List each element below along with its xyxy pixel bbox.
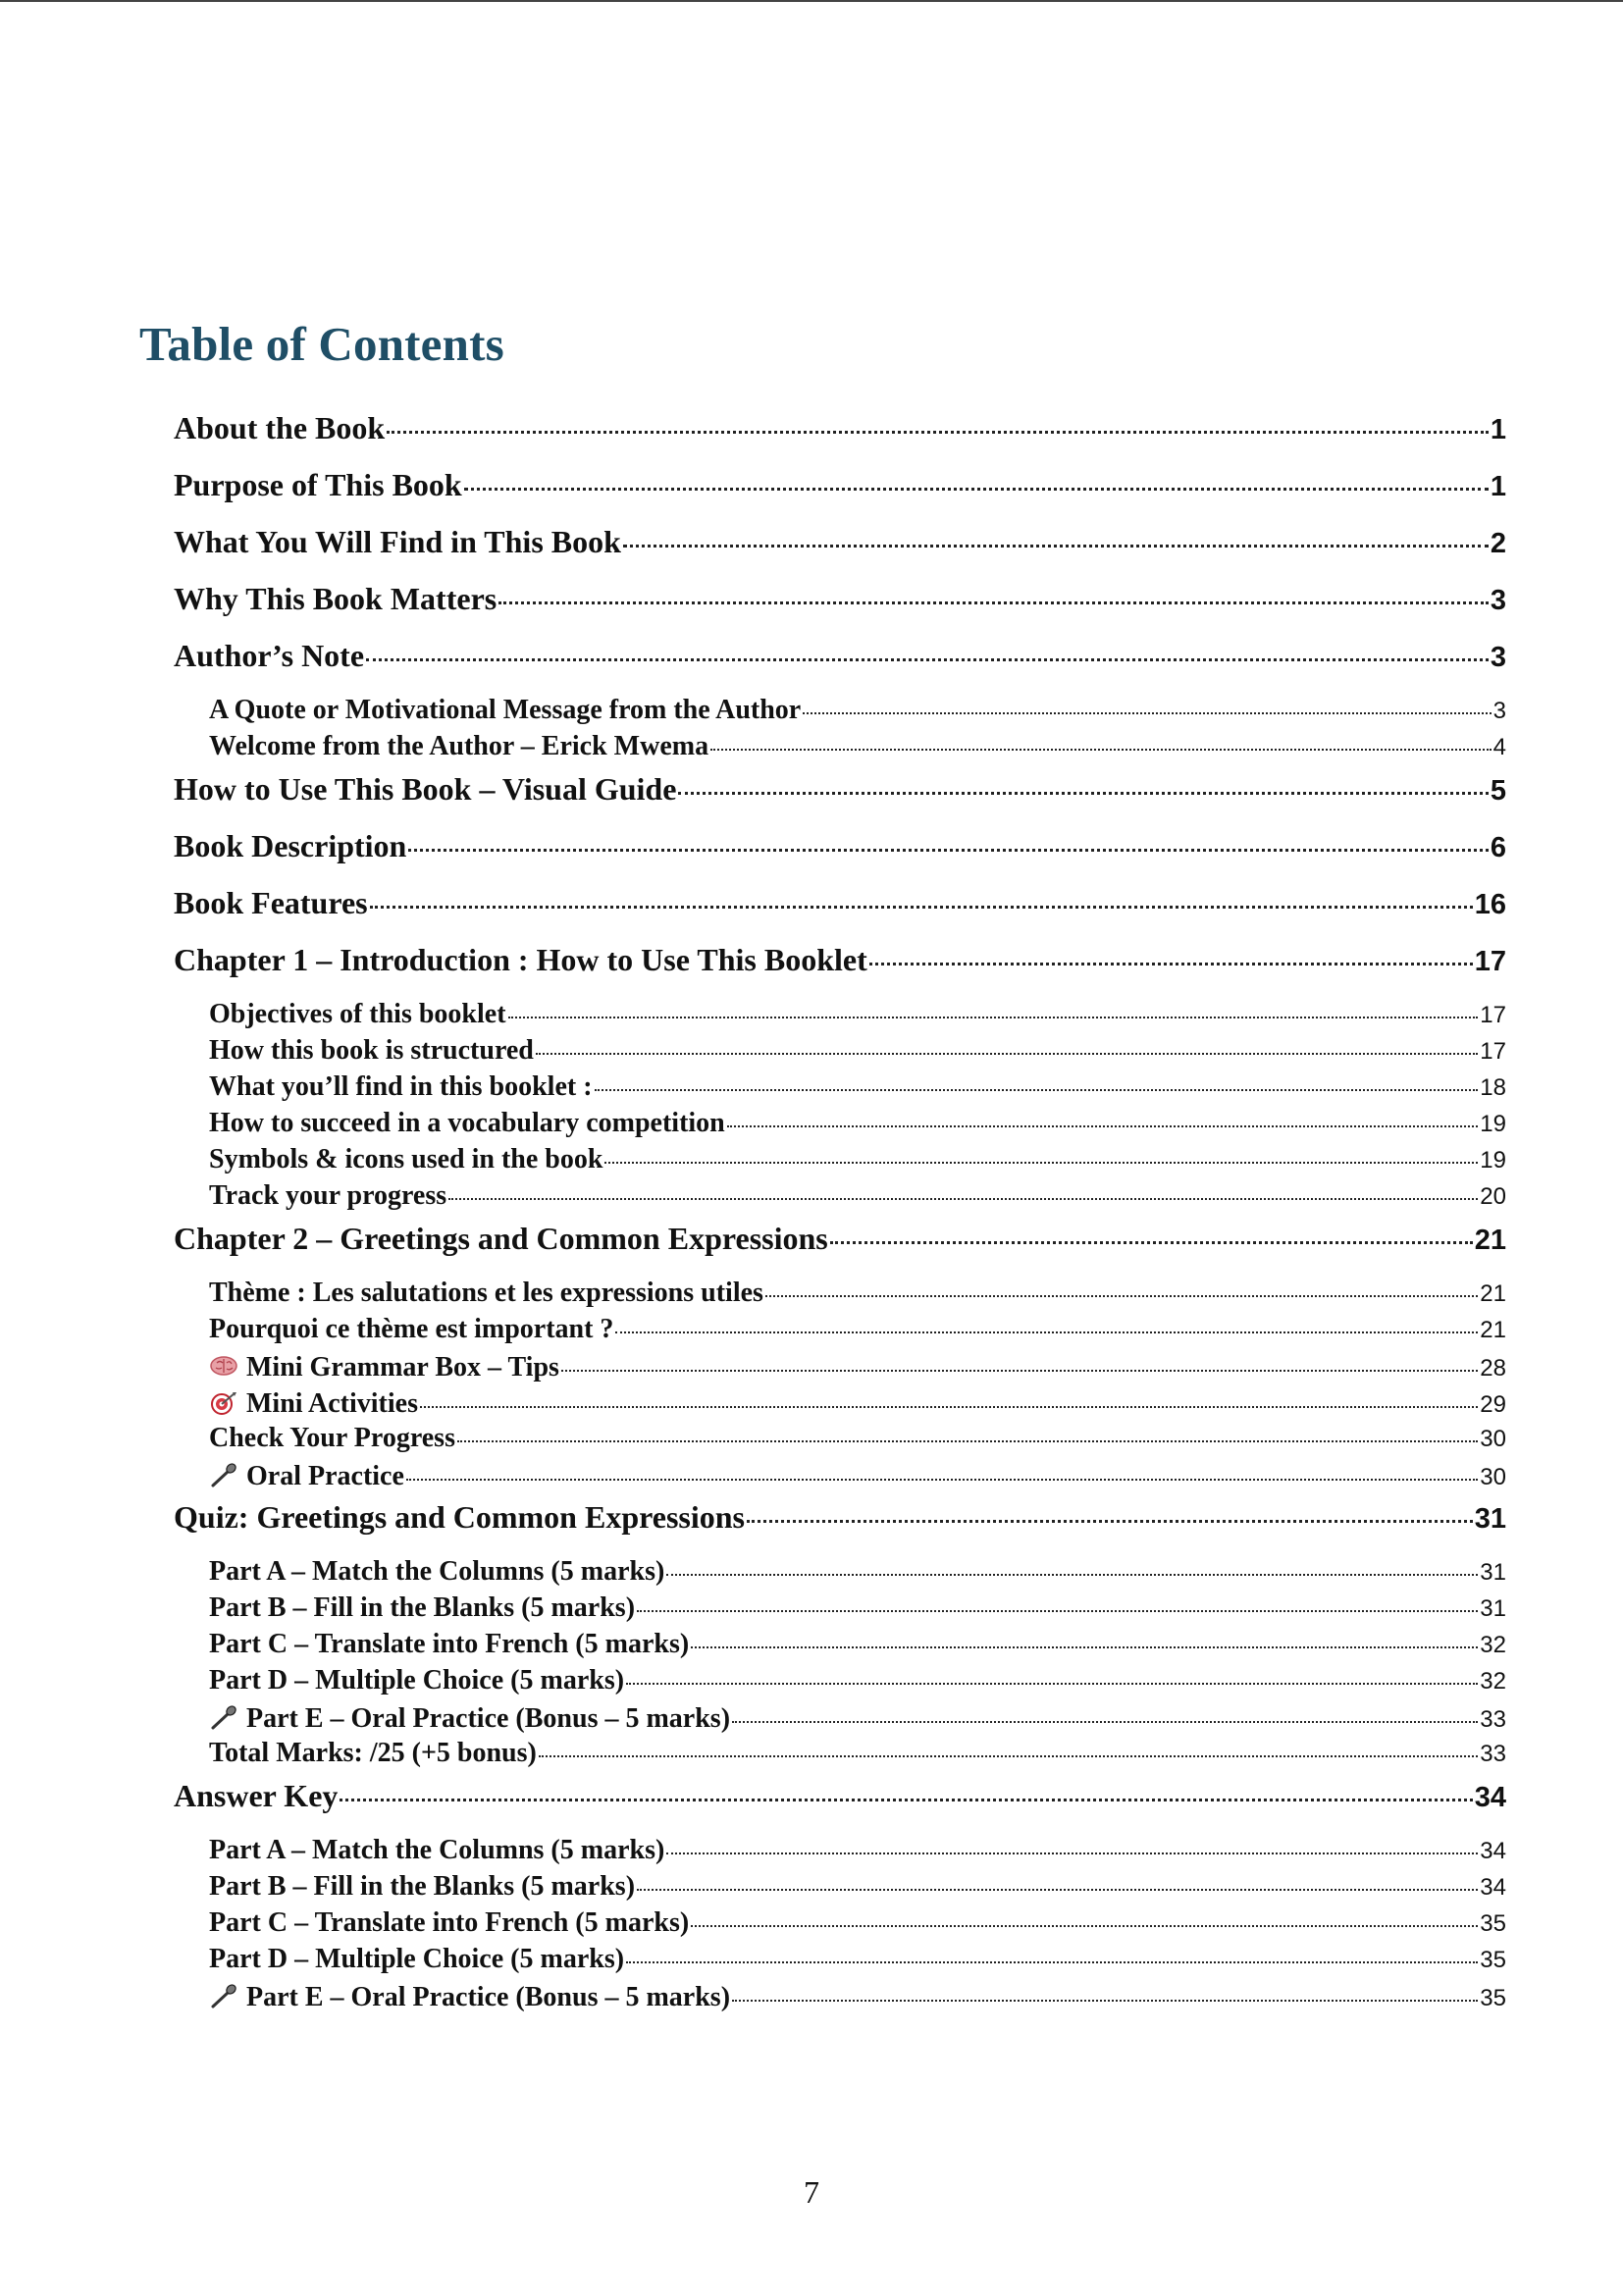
dot-leader (869, 963, 1473, 965)
toc-entry-text: Part C – Translate into French (5 marks) (209, 1629, 690, 1659)
toc-entry-label (174, 1778, 338, 1814)
toc-entry[interactable] (174, 467, 1506, 524)
toc-page-number: 31 (1474, 1503, 1506, 1535)
toc-entry[interactable] (174, 638, 1506, 695)
toc-subentry[interactable] (174, 1180, 1506, 1217)
toc-page-number: 33 (1480, 1741, 1506, 1767)
dot-leader (678, 792, 1488, 795)
toc-page-number: 1 (1490, 471, 1506, 502)
toc-entry[interactable] (174, 771, 1506, 828)
table-of-contents (174, 410, 1506, 2016)
toc-page-number: 18 (1480, 1074, 1506, 1101)
toc-subentry[interactable] (174, 1665, 1506, 1701)
toc-page-number: 3 (1492, 698, 1506, 724)
toc-entry-text: Part B – Fill in the Blanks (5 marks) (209, 1871, 636, 1902)
toc-entry-text: How to succeed in a vocabulary competition (209, 1108, 725, 1138)
toc-entry-label (209, 1592, 635, 1624)
toc-page-number: 33 (1480, 1706, 1506, 1733)
toc-entry-label (209, 1556, 664, 1588)
toc-entry-label (209, 1180, 446, 1212)
toc-page-number: 1 (1490, 414, 1506, 445)
toc-subentry[interactable] (174, 1144, 1506, 1180)
toc-page-number: 29 (1480, 1391, 1506, 1418)
toc-entry-text: Answer Key (174, 1778, 339, 1813)
toc-entry-text: What You Will Find in This Book (174, 524, 621, 559)
toc-entry-text: Book Features (174, 885, 368, 920)
dot-leader (623, 545, 1489, 548)
toc-entry-label (209, 1459, 404, 1492)
toc-entry-text: Part C – Translate into French (5 marks) (209, 1907, 690, 1938)
toc-entry-text: Purpose of This Book (174, 467, 462, 502)
toc-page-number: 32 (1480, 1668, 1506, 1695)
toc-entry-label (174, 771, 676, 808)
dot-leader (615, 1331, 1478, 1333)
toc-page-number: 4 (1492, 734, 1506, 760)
toc-entry-text: Part D – Multiple Choice (5 marks) (209, 1665, 625, 1696)
toc-page-number: 35 (1480, 1910, 1506, 1937)
dot-leader (732, 1721, 1478, 1723)
microphone-icon (209, 1705, 238, 1731)
toc-entry-text: About the Book (174, 410, 386, 445)
toc-entry-label (209, 731, 708, 762)
dot-leader (637, 1889, 1478, 1891)
toc-entry-label (209, 1035, 534, 1067)
toc-page-number: 2 (1490, 528, 1506, 559)
toc-page-number: 17 (1480, 1002, 1506, 1028)
toc-entry-text: Check Your Progress (209, 1423, 455, 1453)
toc-entry-text: Mini Grammar Box – Tips (246, 1352, 559, 1383)
toc-subentry[interactable] (174, 1278, 1506, 1314)
toc-entry-text: Why This Book Matters (174, 581, 497, 616)
toc-subentry[interactable] (174, 1629, 1506, 1665)
dot-leader (448, 1198, 1478, 1200)
toc-entry-label (209, 1423, 455, 1454)
dot-leader (626, 1683, 1478, 1685)
dot-leader (691, 1646, 1478, 1648)
dot-leader (637, 1610, 1478, 1612)
toc-entry[interactable] (174, 1221, 1506, 1278)
toc-entry-label (209, 695, 801, 726)
toc-page-number: 35 (1480, 1947, 1506, 1973)
dot-leader (747, 1520, 1473, 1523)
toc-subentry[interactable] (174, 1350, 1506, 1386)
toc-entry-text: Welcome from the Author – Erick Mwema (209, 731, 709, 761)
toc-entry-label (209, 1144, 602, 1175)
toc-subentry[interactable] (174, 1386, 1506, 1423)
toc-entry-text: Objectives of this booklet (209, 999, 506, 1029)
toc-page-number: 34 (1480, 1874, 1506, 1901)
toc-entry-label (209, 1944, 624, 1975)
toc-entry-text: Thème : Les salutations et les expressions utiles (209, 1278, 763, 1308)
toc-entry-label (174, 410, 385, 446)
toc-page-number: 3 (1490, 585, 1506, 616)
dot-leader (666, 1574, 1478, 1576)
toc-entry-label (209, 1278, 763, 1309)
page-number: 7 (804, 2174, 819, 2210)
microphone-icon (209, 1984, 238, 2009)
toc-entry-text: Track your progress (209, 1180, 447, 1211)
dot-leader (420, 1406, 1478, 1408)
toc-heading: Table of Contents (139, 317, 504, 371)
toc-subentry[interactable] (174, 1944, 1506, 1980)
toc-entry-text: Chapter 2 – Greetings and Common Expressions (174, 1221, 828, 1256)
toc-entry[interactable] (174, 524, 1506, 581)
toc-entry-label (174, 828, 406, 864)
microphone-icon (209, 1463, 238, 1488)
toc-page-number: 16 (1474, 889, 1506, 920)
toc-entry[interactable] (174, 1499, 1506, 1556)
toc-subentry[interactable] (174, 1980, 1506, 2016)
toc-page-number: 5 (1490, 775, 1506, 807)
dot-leader (803, 712, 1491, 714)
dot-leader (830, 1241, 1473, 1244)
toc-subentry[interactable] (174, 731, 1506, 767)
toc-entry[interactable] (174, 828, 1506, 885)
toc-entry-text: Book Description (174, 828, 407, 863)
toc-entry-label (209, 1350, 559, 1383)
toc-page-number: 34 (1474, 1782, 1506, 1813)
dot-leader (406, 1479, 1478, 1481)
toc-page-number: 31 (1480, 1595, 1506, 1622)
toc-entry-label (174, 1221, 828, 1257)
toc-entry-label (174, 581, 497, 617)
toc-page-number: 17 (1480, 1038, 1506, 1065)
toc-entry-label (174, 467, 462, 503)
toc-entry-text: Oral Practice (246, 1461, 404, 1491)
dot-leader (710, 749, 1492, 751)
dot-leader (691, 1925, 1478, 1927)
dot-leader (508, 1017, 1479, 1018)
dot-leader (536, 1053, 1478, 1055)
toc-page-number: 34 (1480, 1838, 1506, 1864)
toc-entry[interactable] (174, 942, 1506, 999)
dot-leader (366, 658, 1489, 661)
toc-page-number: 30 (1480, 1426, 1506, 1452)
toc-entry-label (209, 1701, 730, 1735)
dot-leader (732, 2000, 1478, 2002)
toc-entry-text: Part B – Fill in the Blanks (5 marks) (209, 1592, 636, 1623)
toc-page-number: 21 (1480, 1317, 1506, 1343)
toc-page-number: 31 (1480, 1559, 1506, 1586)
toc-entry[interactable] (174, 1778, 1506, 1835)
toc-entry-text: Part A – Match the Columns (5 marks) (209, 1556, 665, 1587)
toc-entry-text: Part A – Match the Columns (5 marks) (209, 1835, 665, 1865)
dot-leader (340, 1799, 1472, 1801)
toc-subentry[interactable] (174, 1871, 1506, 1907)
toc-entry-label (209, 1738, 537, 1769)
dot-leader (370, 906, 1473, 909)
toc-entry[interactable] (174, 885, 1506, 942)
toc-entry-label (209, 1835, 664, 1866)
dot-leader (595, 1089, 1479, 1091)
toc-page-number: 30 (1480, 1464, 1506, 1490)
dot-leader (727, 1125, 1479, 1127)
toc-subentry[interactable] (174, 1907, 1506, 1944)
toc-entry-label (174, 524, 621, 560)
brain-icon (209, 1354, 238, 1380)
toc-entry-text: Part E – Oral Practice (Bonus – 5 marks) (246, 1982, 731, 2012)
toc-entry-label (209, 999, 506, 1030)
dot-leader (498, 601, 1489, 604)
toc-entry-text: Pourquoi ce thème est important ? (209, 1314, 614, 1344)
toc-page-number: 19 (1480, 1147, 1506, 1174)
dot-leader (666, 1852, 1478, 1854)
dot-leader (457, 1440, 1478, 1442)
dot-leader (561, 1370, 1478, 1372)
dot-leader (464, 488, 1489, 491)
toc-page-number: 28 (1480, 1355, 1506, 1382)
toc-entry-label (209, 1071, 593, 1103)
toc-entry-label (209, 1629, 689, 1660)
toc-subentry[interactable] (174, 1108, 1506, 1144)
toc-subentry[interactable] (174, 695, 1506, 731)
toc-subentry[interactable] (174, 1835, 1506, 1871)
toc-subentry[interactable] (174, 1423, 1506, 1459)
toc-entry-text: Author’s Note (174, 638, 365, 673)
toc-entry-label (209, 1314, 613, 1345)
toc-page-number: 19 (1480, 1111, 1506, 1137)
toc-subentry[interactable] (174, 1738, 1506, 1774)
toc-entry-label (209, 1665, 624, 1696)
toc-page-number: 21 (1474, 1225, 1506, 1256)
toc-entry-label (174, 638, 364, 674)
toc-page-number: 6 (1490, 832, 1506, 863)
toc-subentry[interactable] (174, 999, 1506, 1035)
toc-subentry[interactable] (174, 1314, 1506, 1350)
toc-entry-text: Symbols & icons used in the book (209, 1144, 603, 1174)
toc-subentry[interactable] (174, 1556, 1506, 1592)
toc-entry[interactable] (174, 581, 1506, 638)
dot-leader (765, 1295, 1478, 1297)
toc-entry-text: Mini Activities (246, 1388, 418, 1419)
dot-leader (408, 849, 1489, 852)
toc-entry-text: What you’ll find in this booklet : (209, 1071, 593, 1102)
toc-subentry[interactable] (174, 1701, 1506, 1738)
toc-page-number: 3 (1490, 642, 1506, 673)
dot-leader (387, 431, 1489, 434)
toc-entry-label (209, 1386, 418, 1420)
dot-leader (539, 1755, 1478, 1757)
toc-entry-label (209, 1980, 730, 2013)
toc-entry-text: Chapter 1 – Introduction : How to Use This Booklet (174, 942, 867, 977)
toc-entry-label (174, 942, 867, 978)
toc-page-number: 21 (1480, 1280, 1506, 1307)
toc-entry-label (174, 885, 368, 921)
toc-entry[interactable] (174, 410, 1506, 467)
toc-entry-text: A Quote or Motivational Message from the Author (209, 695, 802, 725)
toc-page-number: 32 (1480, 1632, 1506, 1658)
dot-leader (626, 1961, 1478, 1963)
toc-page-number: 17 (1474, 946, 1506, 977)
toc-entry-label (209, 1907, 689, 1939)
toc-entry-text: Total Marks: /25 (+5 bonus) (209, 1738, 537, 1768)
toc-entry-label (209, 1871, 635, 1903)
toc-entry-text: How to Use This Book – Visual Guide (174, 771, 677, 807)
toc-subentry[interactable] (174, 1592, 1506, 1629)
toc-entry-text: Part D – Multiple Choice (5 marks) (209, 1944, 625, 1974)
toc-subentry[interactable] (174, 1035, 1506, 1071)
dot-leader (604, 1162, 1478, 1164)
toc-subentry[interactable] (174, 1459, 1506, 1495)
toc-entry-label (174, 1499, 745, 1536)
toc-entry-label (209, 1108, 725, 1139)
toc-entry-text: Part E – Oral Practice (Bonus – 5 marks) (246, 1703, 731, 1734)
toc-entry-text: How this book is structured (209, 1035, 534, 1066)
target-icon (209, 1390, 238, 1416)
toc-entry-text: Quiz: Greetings and Common Expressions (174, 1499, 745, 1535)
toc-page-number: 35 (1480, 1985, 1506, 2011)
toc-page-number: 20 (1480, 1183, 1506, 1210)
toc-subentry[interactable] (174, 1071, 1506, 1108)
